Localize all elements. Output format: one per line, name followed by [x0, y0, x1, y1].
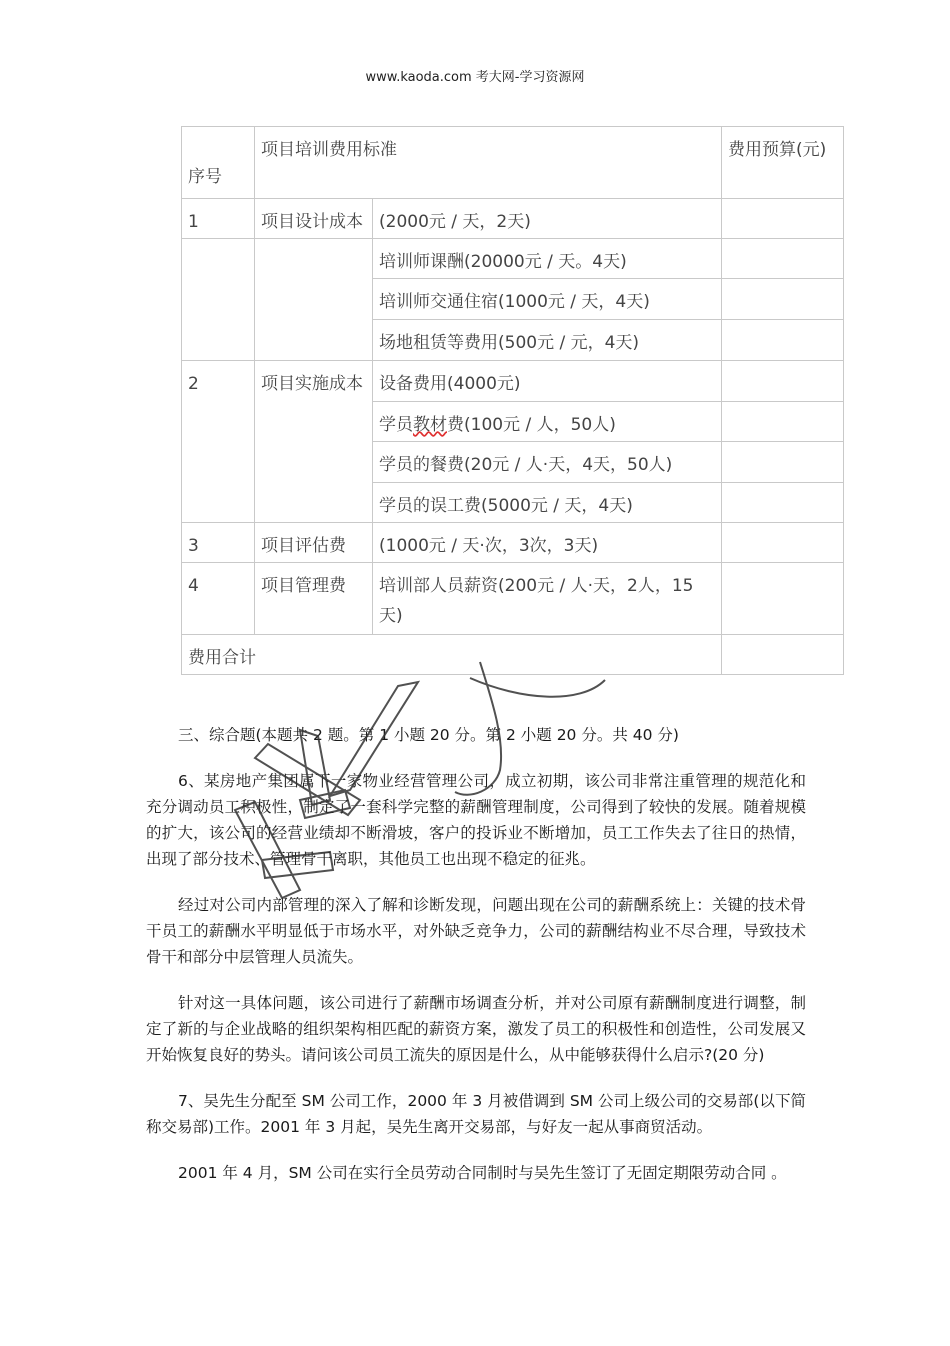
paragraph: 2001 年 4 月，SM 公司在实行全员劳动合同制时与吴先生签订了无固定期限劳动合同 。	[178, 1164, 787, 1182]
cell-item	[255, 239, 373, 361]
section-heading: 三、综合题(本题共 2 题。第 1 小题 20 分。第 2 小题 20 分。共 40 分)	[178, 726, 679, 744]
cell-budget	[722, 320, 844, 361]
table-row	[182, 239, 844, 279]
paragraph: 7、吴先生分配至 SM 公司工作，2000 年 3 月被借调到 SM 公司上级公司的交易部(以下简称交易部)工作。2001 年 3 月起，吴先生离开交易部，与好友一起从事商贸活动。	[146, 1092, 806, 1136]
cell-budget	[722, 239, 844, 279]
cell-budget	[722, 442, 844, 483]
table-row	[182, 563, 844, 635]
cell-item: 项目管理费	[255, 563, 373, 635]
cell-detail: 培训师交通住宿(1000元 / 天，4天)	[373, 279, 722, 320]
cell-no: 4	[182, 563, 255, 635]
table-row	[182, 523, 844, 563]
cell-budget	[722, 199, 844, 239]
cell-item: 项目评估费	[255, 523, 373, 563]
paragraph: 针对这一具体问题，该公司进行了薪酬市场调查分析，并对公司原有薪酬制度进行调整，制定了新的与企业战略的组织架构相匹配的薪资方案，激发了员工的积极性和创造性，公司发展又开始恢复良好的势头。请问该公司员工流失的原因是什么，从中能够获得什么启示?(20 分)	[146, 994, 806, 1064]
page-header: www.kaoda.com 考大网-学习资源网	[365, 70, 585, 85]
cell-no: 3	[182, 523, 255, 563]
header-no: 序号	[182, 127, 255, 199]
cell-detail: (1000元 / 天·次，3次，3天)	[373, 523, 722, 563]
cell-detail: 培训部人员薪资(200元 / 人·天，2人，15天)	[373, 563, 722, 635]
table-row	[182, 361, 844, 402]
cell-item: 项目实施成本	[255, 361, 373, 523]
cell-no: 2	[182, 361, 255, 523]
cell-budget	[722, 483, 844, 523]
cell-detail: 学员的餐费(20元 / 人·天，4天，50人)	[373, 442, 722, 483]
cell-detail: 学员的误工费(5000元 / 天，4天)	[373, 483, 722, 523]
cell-detail: 场地租赁等费用(500元 / 元，4天)	[373, 320, 722, 361]
table-header-row	[182, 127, 844, 199]
question-text	[146, 722, 806, 1206]
header-standard: 项目培训费用标准	[255, 127, 722, 199]
cell-detail: (2000元 / 天，2天)	[373, 199, 722, 239]
cell-budget	[722, 523, 844, 563]
cell-budget	[722, 563, 844, 635]
total-label: 费用合计	[182, 635, 722, 675]
training-budget-table	[181, 126, 844, 675]
textbook-fee-text: 学员教材费(100元 / 人，50人)	[379, 415, 616, 435]
table-row	[182, 199, 844, 239]
total-budget	[722, 635, 844, 675]
table-total-row	[182, 635, 844, 675]
cell-no: 1	[182, 199, 255, 239]
spellcheck-underline: 教材	[413, 415, 447, 435]
cell-no	[182, 239, 255, 361]
cell-budget	[722, 279, 844, 320]
cell-detail	[373, 402, 722, 442]
header-budget: 费用预算(元)	[722, 127, 844, 199]
cell-detail: 设备费用(4000元)	[373, 361, 722, 402]
cell-budget	[722, 361, 844, 402]
cell-item: 项目设计成本	[255, 199, 373, 239]
cell-budget	[722, 402, 844, 442]
paragraph: 6、某房地产集团属下一家物业经营管理公司，成立初期，该公司非常注重管理的规范化和充分调动员工积极性，制定了一套科学完整的薪酬管理制度，公司得到了较快的发展。随着规模的扩大，该公司的经营业绩却不断滑坡，客户的投诉业不断增加，员工工作失去了往日的热情，出现了部分技术、管理骨干离职，其他员工也出现不稳定的征兆。	[146, 772, 806, 868]
cell-detail: 培训师课酬(20000元 / 天。4天)	[373, 239, 722, 279]
paragraph: 经过对公司内部管理的深入了解和诊断发现，问题出现在公司的薪酬系统上：关键的技术骨干员工的薪酬水平明显低于市场水平，对外缺乏竞争力，公司的薪酬结构业不尽合理，导致技术骨干和部分中层管理人员流失。	[146, 896, 806, 966]
